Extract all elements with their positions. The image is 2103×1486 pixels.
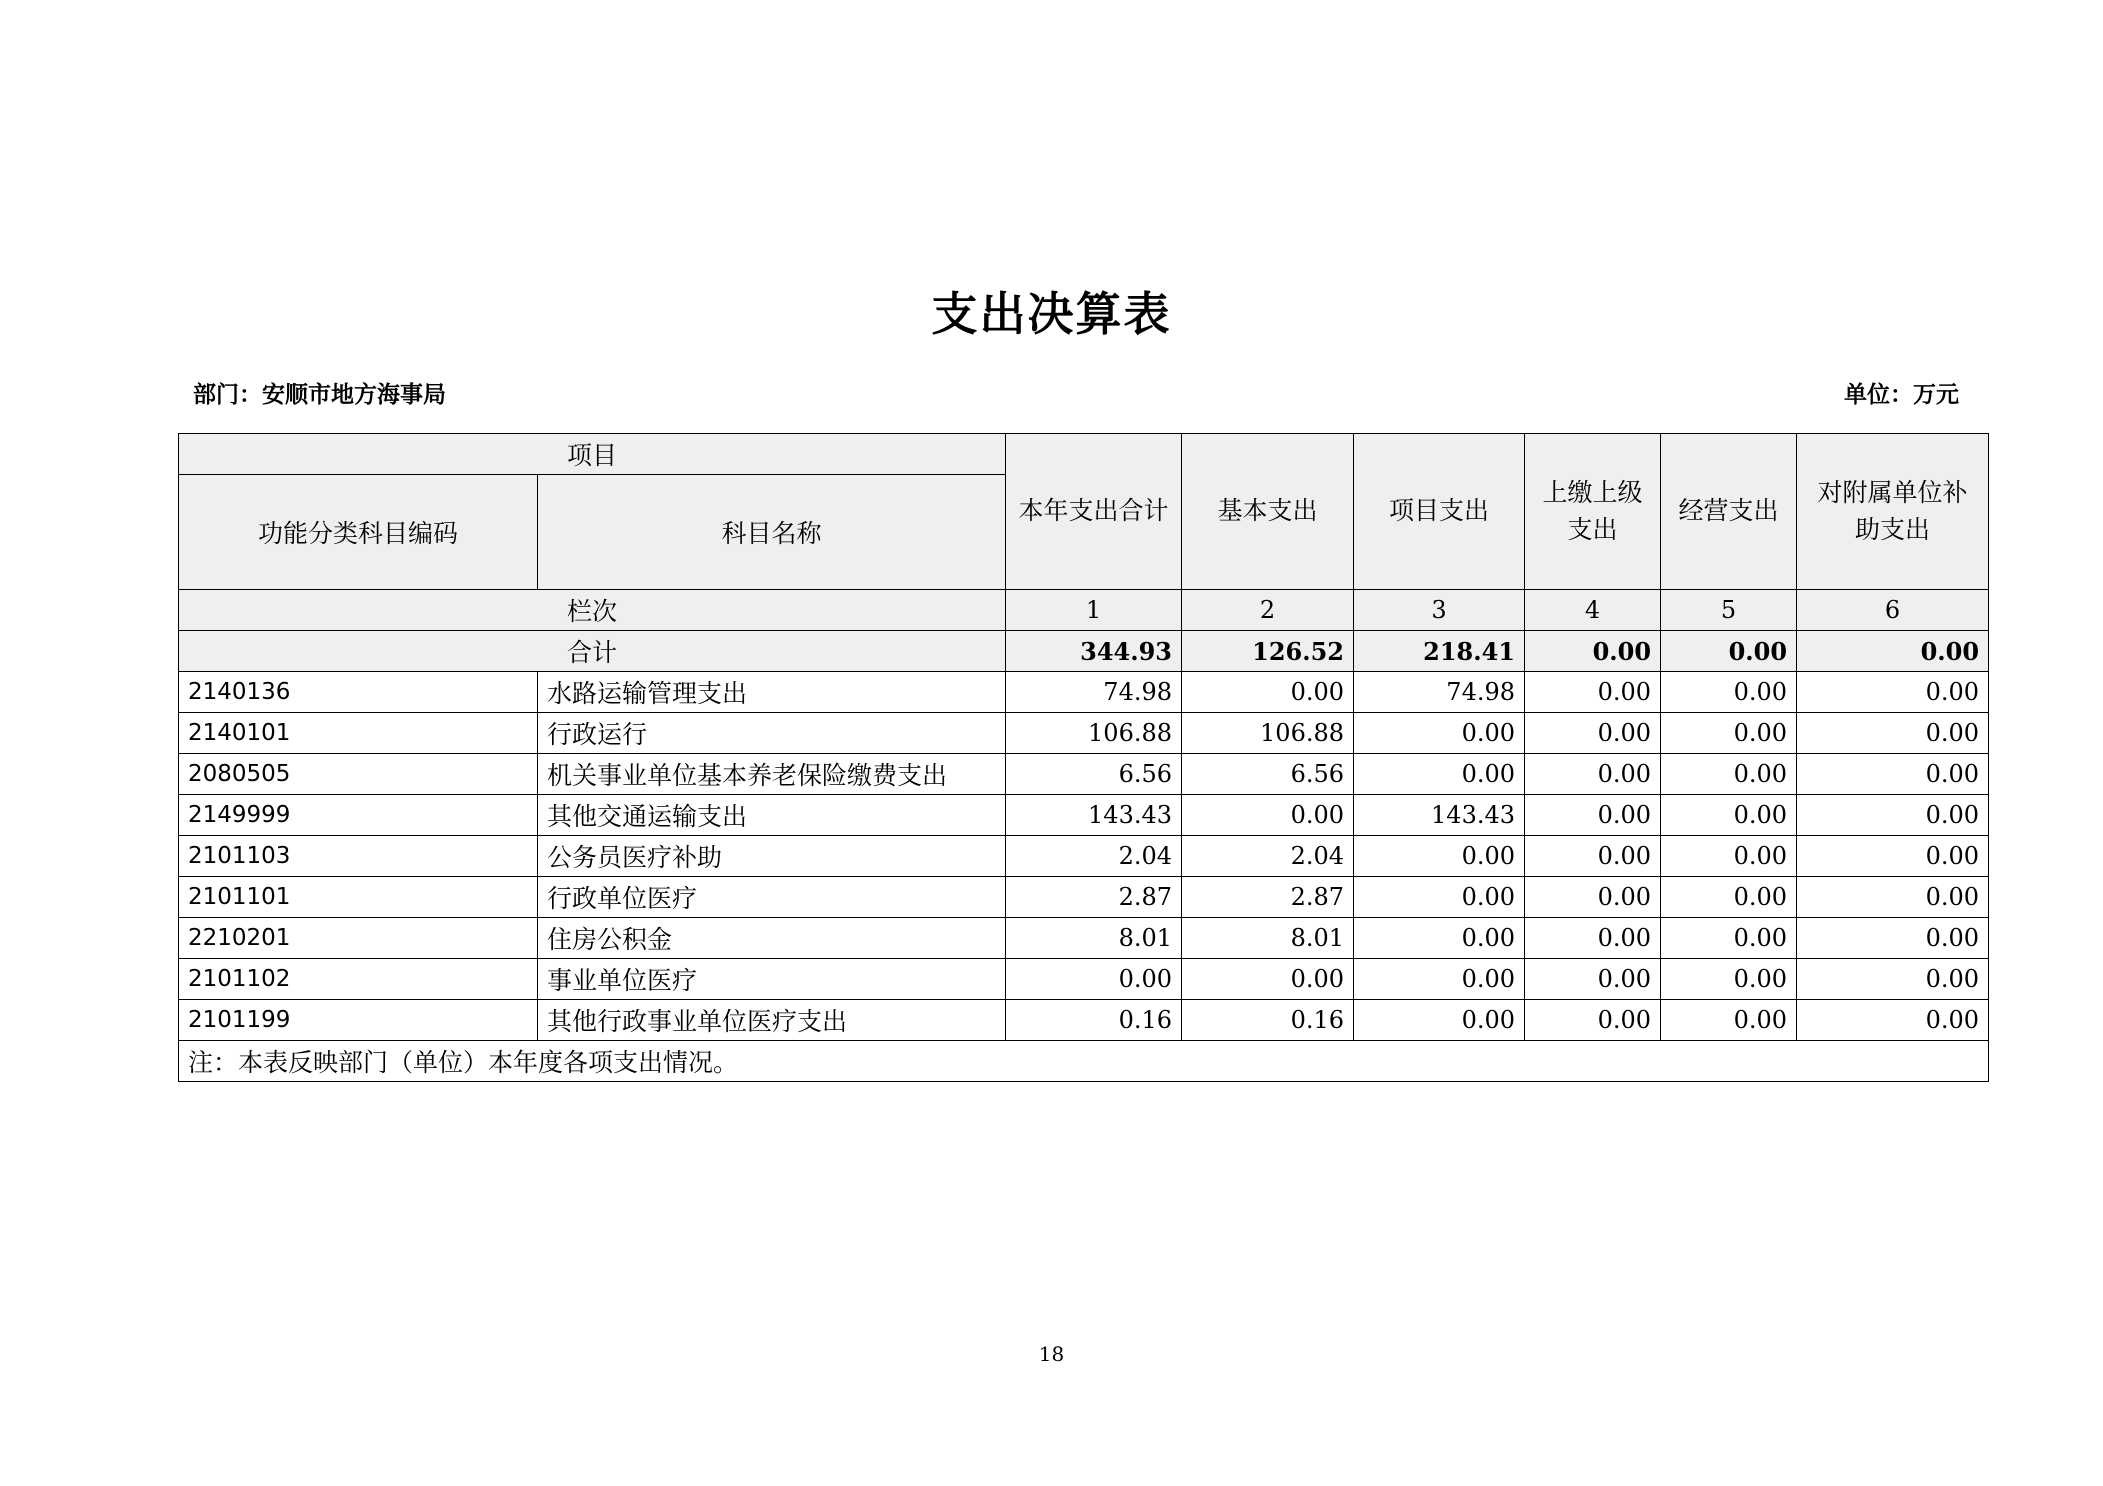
column-index-row [179, 590, 1989, 631]
column-index-cell: 4 [1525, 590, 1661, 631]
row-name: 机关事业单位基本养老保险缴费支出 [538, 754, 1006, 795]
row-code: 2080505 [179, 754, 538, 795]
summary-row [179, 631, 1989, 672]
row-name: 住房公积金 [538, 918, 1006, 959]
row-value: 0.16 [1006, 1000, 1182, 1041]
row-value: 106.88 [1006, 713, 1182, 754]
column-index-cell: 1 [1006, 590, 1182, 631]
document-title: 支出决算表 [931, 287, 1172, 341]
row-value: 0.00 [1797, 672, 1989, 713]
row-value: 0.00 [1354, 877, 1525, 918]
row-value: 0.00 [1525, 754, 1661, 795]
table-row [179, 877, 1989, 918]
header-row-top [179, 434, 1989, 475]
row-value: 0.00 [1661, 1000, 1797, 1041]
row-value: 0.00 [1797, 754, 1989, 795]
row-name: 公务员医疗补助 [538, 836, 1006, 877]
header-code: 功能分类科目编码 [179, 475, 538, 590]
row-code: 2101103 [179, 836, 538, 877]
summary-label: 合计 [179, 631, 1006, 672]
row-value: 0.00 [1525, 918, 1661, 959]
row-name: 行政单位医疗 [538, 877, 1006, 918]
header-upper: 上缴上级支出 [1525, 434, 1661, 590]
row-value: 0.00 [1797, 877, 1989, 918]
row-value: 0.00 [1797, 836, 1989, 877]
row-value: 0.00 [1661, 672, 1797, 713]
row-value: 0.00 [1661, 877, 1797, 918]
row-value: 0.00 [1661, 918, 1797, 959]
header-name: 科目名称 [538, 475, 1006, 590]
row-value: 0.00 [1797, 713, 1989, 754]
table-row [179, 713, 1989, 754]
row-value: 0.00 [1182, 672, 1354, 713]
row-value: 2.04 [1006, 836, 1182, 877]
table-row [179, 836, 1989, 877]
row-code: 2149999 [179, 795, 538, 836]
table-row [179, 1000, 1989, 1041]
row-name: 水路运输管理支出 [538, 672, 1006, 713]
row-value: 0.00 [1354, 836, 1525, 877]
table-row [179, 959, 1989, 1000]
row-code: 2210201 [179, 918, 538, 959]
column-index-cell: 2 [1182, 590, 1354, 631]
row-value: 0.00 [1354, 713, 1525, 754]
header-subsidy: 对附属单位补助支出 [1797, 434, 1989, 590]
row-value: 2.04 [1182, 836, 1354, 877]
table-row [179, 672, 1989, 713]
row-value: 0.00 [1661, 795, 1797, 836]
row-value: 0.00 [1182, 959, 1354, 1000]
row-value: 0.00 [1525, 1000, 1661, 1041]
summary-cell: 126.52 [1182, 631, 1354, 672]
row-value: 0.00 [1661, 959, 1797, 1000]
page-number: 18 [1038, 1342, 1065, 1366]
row-value: 0.00 [1797, 795, 1989, 836]
row-value: 0.00 [1525, 672, 1661, 713]
summary-cell: 0.00 [1525, 631, 1661, 672]
department-label: 部门：安顺市地方海事局 [193, 382, 446, 408]
row-value: 0.00 [1006, 959, 1182, 1000]
row-value: 6.56 [1006, 754, 1182, 795]
row-value: 0.00 [1525, 877, 1661, 918]
row-value: 0.00 [1797, 1000, 1989, 1041]
summary-cell: 344.93 [1006, 631, 1182, 672]
row-value: 106.88 [1182, 713, 1354, 754]
column-index-cell: 6 [1797, 590, 1989, 631]
column-index-label: 栏次 [179, 590, 1006, 631]
header-project: 项目支出 [1354, 434, 1525, 590]
summary-cell: 218.41 [1354, 631, 1525, 672]
row-value: 2.87 [1182, 877, 1354, 918]
row-value: 0.00 [1525, 959, 1661, 1000]
row-value: 0.00 [1797, 918, 1989, 959]
table-note: 注：本表反映部门（单位）本年度各项支出情况。 [179, 1041, 1989, 1082]
column-index-cell: 3 [1354, 590, 1525, 631]
row-code: 2140136 [179, 672, 538, 713]
row-value: 0.00 [1661, 836, 1797, 877]
header-total: 本年支出合计 [1006, 434, 1182, 590]
row-name: 行政运行 [538, 713, 1006, 754]
row-value: 2.87 [1006, 877, 1182, 918]
row-value: 0.00 [1354, 754, 1525, 795]
unit-label: 单位：万元 [1844, 382, 1959, 408]
row-code: 2101101 [179, 877, 538, 918]
row-code: 2140101 [179, 713, 538, 754]
table-row [179, 754, 1989, 795]
row-value: 8.01 [1006, 918, 1182, 959]
row-value: 0.00 [1354, 959, 1525, 1000]
row-name: 事业单位医疗 [538, 959, 1006, 1000]
row-value: 0.00 [1525, 713, 1661, 754]
row-value: 0.00 [1525, 836, 1661, 877]
expenditure-table [178, 433, 1989, 1082]
header-basic: 基本支出 [1182, 434, 1354, 590]
table-row [179, 795, 1989, 836]
row-value: 6.56 [1182, 754, 1354, 795]
row-value: 74.98 [1354, 672, 1525, 713]
note-row [179, 1041, 1989, 1082]
row-value: 8.01 [1182, 918, 1354, 959]
row-value: 0.00 [1797, 959, 1989, 1000]
row-value: 0.00 [1661, 713, 1797, 754]
header-item: 项目 [179, 434, 1006, 475]
row-code: 2101102 [179, 959, 538, 1000]
row-value: 0.00 [1354, 918, 1525, 959]
row-value: 143.43 [1006, 795, 1182, 836]
header-business: 经营支出 [1661, 434, 1797, 590]
row-value: 0.00 [1661, 754, 1797, 795]
row-value: 143.43 [1354, 795, 1525, 836]
row-value: 0.16 [1182, 1000, 1354, 1041]
row-value: 0.00 [1182, 795, 1354, 836]
row-value: 0.00 [1525, 795, 1661, 836]
row-value: 74.98 [1006, 672, 1182, 713]
row-value: 0.00 [1354, 1000, 1525, 1041]
row-name: 其他交通运输支出 [538, 795, 1006, 836]
row-name: 其他行政事业单位医疗支出 [538, 1000, 1006, 1041]
row-code: 2101199 [179, 1000, 538, 1041]
table-row [179, 918, 1989, 959]
summary-cell: 0.00 [1797, 631, 1989, 672]
column-index-cell: 5 [1661, 590, 1797, 631]
summary-cell: 0.00 [1661, 631, 1797, 672]
